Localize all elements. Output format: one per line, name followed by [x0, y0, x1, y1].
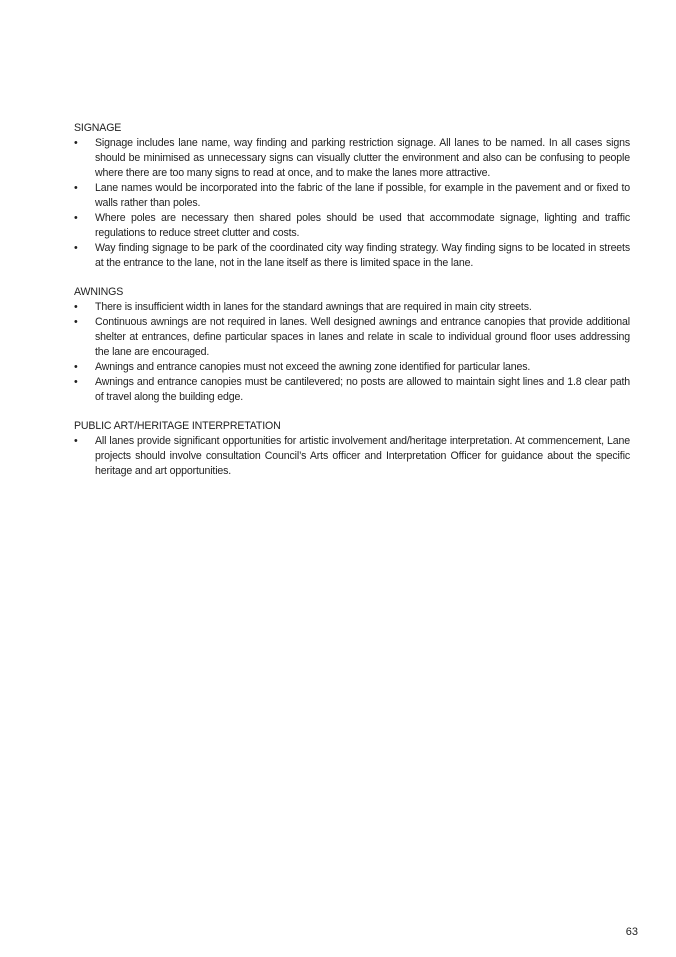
- list-item: [74, 300, 630, 315]
- list-item: [74, 181, 630, 211]
- list-item: [74, 360, 630, 375]
- bullet-icon: •: [74, 301, 78, 313]
- bullet-icon: •: [74, 316, 78, 328]
- list-item-text: Awnings and entrance canopies must not exceed the awning zone identiﬁed for particular lanes.: [95, 361, 531, 373]
- bullet-icon: •: [74, 137, 78, 149]
- page-number: 63: [625, 926, 638, 938]
- section-signage: [74, 121, 630, 271]
- bullet-list: [74, 300, 630, 405]
- list-item: [74, 241, 630, 271]
- section-public-art-heritage: [74, 419, 630, 479]
- list-item-text: Continuous awnings are not required in lanes. Well designed awnings and entrance canopies that provide additional shelter at entrances, deﬁne particular spaces in lanes and relate in scale to individual ground ﬂoor uses addressing the lane are encouraged.: [95, 316, 630, 358]
- list-item-text: Where poles are necessary then shared poles should be used that accommodate signage, lighting and trafﬁc regulations to reduce street clutter and costs.: [95, 212, 630, 239]
- bullet-list: [74, 136, 630, 271]
- bullet-icon: •: [74, 435, 78, 447]
- bullet-icon: •: [74, 242, 78, 254]
- list-item: [74, 434, 630, 479]
- bullet-icon: •: [74, 376, 78, 388]
- list-item-text: Awnings and entrance canopies must be cantilevered; no posts are allowed to maintain sight lines and 1.8 clear path of travel along the building edge.: [95, 376, 630, 403]
- list-item: [74, 211, 630, 241]
- bullet-icon: •: [74, 212, 78, 224]
- section-awnings: [74, 285, 630, 405]
- list-item: [74, 136, 630, 181]
- list-item-text: Way ﬁnding signage to be park of the coordinated city way ﬁnding strategy. Way ﬁnding signs to be located in streets at the entrance to the lane, not in the lane itself as there is limited space in the lane.: [95, 242, 630, 269]
- bullet-icon: •: [74, 361, 78, 373]
- bullet-icon: •: [74, 182, 78, 194]
- list-item: [74, 375, 630, 405]
- section-heading: PUBLIC ART/HERITAGE INTERPRETATION: [74, 420, 281, 432]
- list-item-text: There is insufﬁcient width in lanes for the standard awnings that are required in main city streets.: [95, 301, 532, 313]
- list-item-text: Lane names would be incorporated into the fabric of the lane if possible, for example in the pavement and or ﬁxed to walls rather than poles.: [95, 182, 630, 209]
- section-heading: SIGNAGE: [74, 122, 122, 134]
- document-body: [74, 121, 630, 493]
- list-item-text: All lanes provide signiﬁcant opportunities for artistic involvement and/heritage interpretation. At commencement, Lane projects should involve consultation Council’s Arts ofﬁcer and Interpretation Ofﬁcer for guidance about the speciﬁc heritage and art opportunities.: [95, 435, 630, 477]
- section-heading: AWNINGS: [74, 286, 124, 298]
- bullet-list: [74, 434, 630, 479]
- list-item: [74, 315, 630, 360]
- list-item-text: Signage includes lane name, way ﬁnding and parking restriction signage. All lanes to be named. In all cases signs should be minimised as unnecessary signs can visually clutter the environment and also can be confusing to people where there are too many signs to read at once, and to make the lanes more attractive.: [95, 137, 630, 179]
